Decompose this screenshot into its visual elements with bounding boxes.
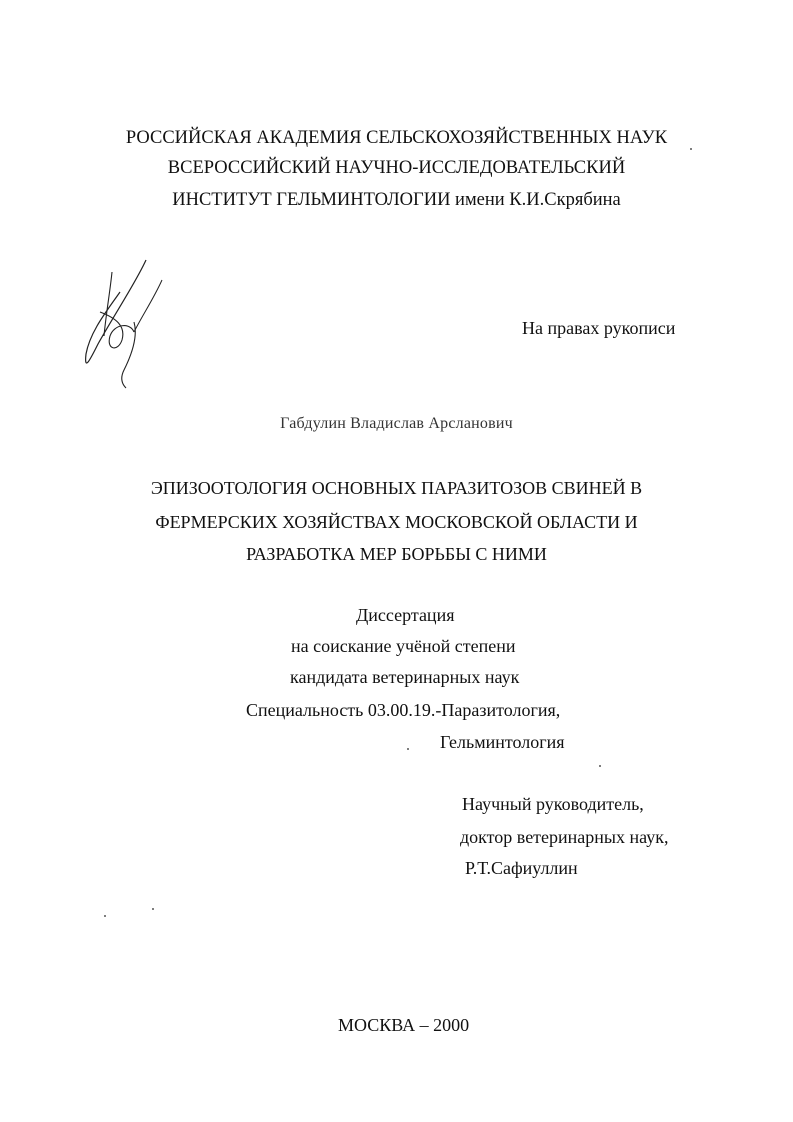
institute-name-line1: ВСЕРОССИЙСКИЙ НАУЧНО-ИССЛЕДОВАТЕЛЬСКИЙ <box>167 158 626 178</box>
supervisor-name: Р.Т.Сафиуллин <box>465 858 578 878</box>
supervisor-role: Научный руководитель, <box>462 794 644 814</box>
scan-speck <box>599 765 601 767</box>
scan-speck <box>407 748 409 750</box>
supervisor-degree: доктор ветеринарных наук, <box>460 827 669 847</box>
scan-speck <box>152 908 154 910</box>
dissertation-type: Диссертация <box>356 605 455 625</box>
dissertation-purpose: на соискание учёной степени <box>291 636 516 656</box>
dissertation-specialty-cont: Гельминтология <box>440 732 565 752</box>
dissertation-specialty: Специальность 03.00.19.-Паразитология, <box>246 700 561 720</box>
author-name: Габдулин Владислав Арсланович <box>280 415 513 432</box>
scan-speck <box>690 148 692 150</box>
academy-name: РОССИЙСКАЯ АКАДЕМИЯ СЕЛЬСКОХОЗЯЙСТВЕННЫХ НАУК <box>125 128 668 148</box>
handwritten-signature <box>76 252 172 390</box>
scan-speck <box>104 915 106 917</box>
city-year: МОСКВА – 2000 <box>338 1015 470 1035</box>
title-line1: ЭПИЗООТОЛОГИЯ ОСНОВНЫХ ПАРАЗИТОЗОВ СВИНЕЙ В <box>150 478 643 498</box>
institute-name-line2: ИНСТИТУТ ГЕЛЬМИНТОЛОГИИ имени К.И.Скрябина <box>172 190 621 210</box>
title-line3: РАЗРАБОТКА МЕР БОРЬБЫ С НИМИ <box>246 544 547 564</box>
manuscript-rights-note: На правах рукописи <box>522 318 676 338</box>
title-line2: ФЕРМЕРСКИХ ХОЗЯЙСТВАХ МОСКОВСКОЙ ОБЛАСТИ И <box>155 512 638 532</box>
dissertation-degree: кандидата ветеринарных наук <box>290 667 520 687</box>
